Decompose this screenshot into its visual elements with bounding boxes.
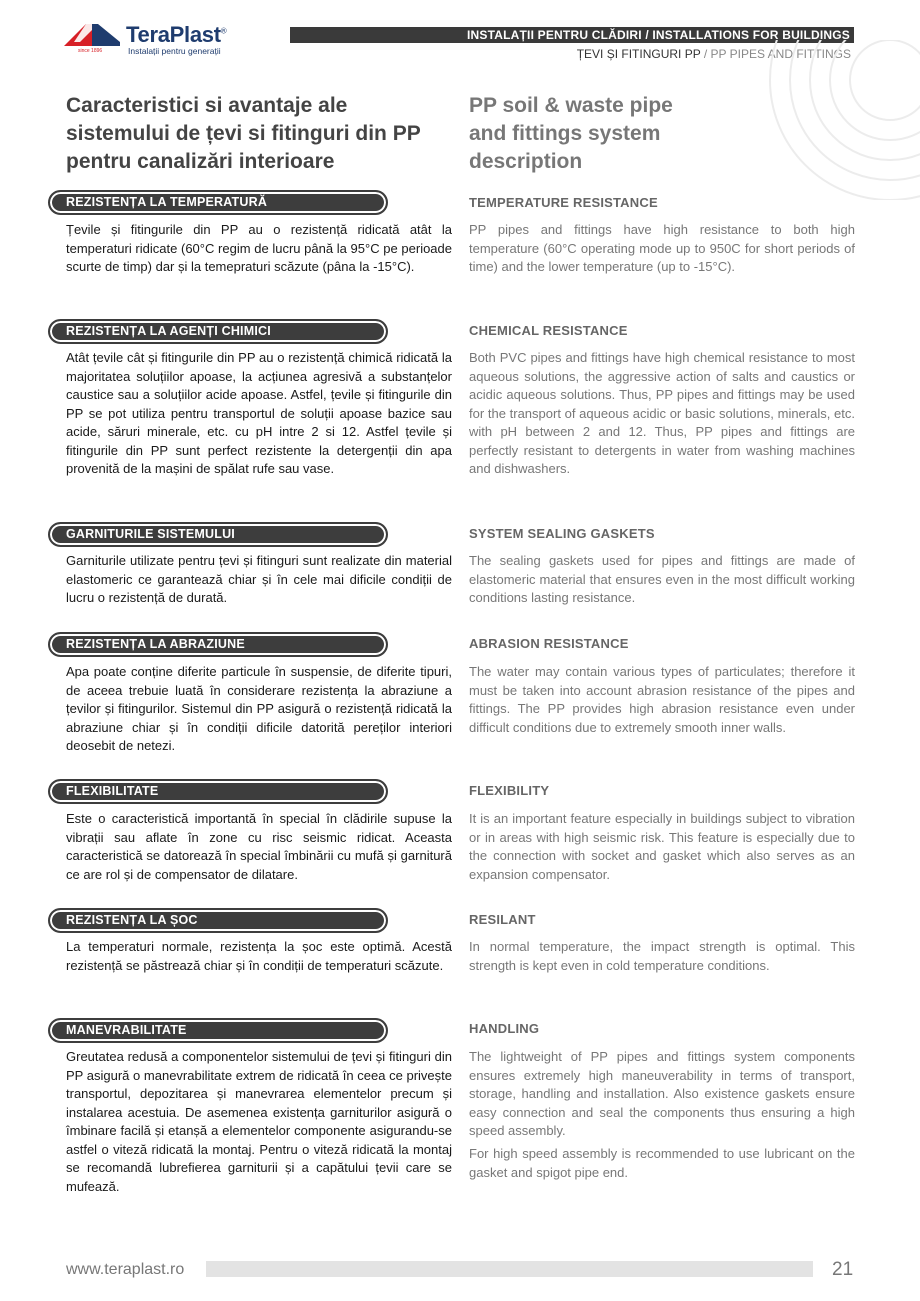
section-heading-ro: REZISTENȚA LA TEMPERATURĂ bbox=[48, 190, 388, 215]
subcategory-ro: ȚEVI ȘI FITINGURI PP bbox=[576, 47, 701, 61]
section-text-en: Both PVC pipes and fittings have high chemical resistance to most aqueous solutions, the aggressive action of salts and caustics or acidic aqueous solutions. Thus, PP pipes and fittings may be used for the transport of aqueous acidic or basic solutions, minerals, etc. with pH between 2 and 12. Thus, PP pipes and fittings are perfectly resistant to detergents in water from washing machines and dishwashers. bbox=[469, 350, 855, 476]
brand-tagline: Instalații pentru generații bbox=[128, 46, 221, 56]
page-title-en: PP soil & waste pipe and fittings system description bbox=[469, 94, 673, 173]
subcategory-separator: / bbox=[700, 47, 711, 61]
category-label: INSTALAȚII PENTRU CLĂDIRI / INSTALLATIONS FOR BUILDINGS bbox=[467, 28, 850, 42]
brand-name: TeraPlast® bbox=[126, 22, 227, 47]
section-text-ro: Greutatea redusă a componentelor sistemului de țevi și fitinguri din PP asigură o manevrabilitate extrem de ridicată în ceea ce privește transportul, depozitarea și manevrarea elementelor precum și instalarea acestuia. De asemenea existența garniturilor asigură o îmbinare facilă și etanșă a elementelor componente asigurandu-se astfel o viteză ridicată la montaj. Pentru o viteză ridicată la montaj se recomandă lubrefierea garniturii și a capătului țevii care se mufează. bbox=[66, 1049, 452, 1194]
section-text-en-extra: For high speed assembly is recommended to use lubricant on the gasket and spigot pipe end. bbox=[469, 1146, 855, 1180]
subcategory-en: PP PIPES AND FITTINGS bbox=[710, 47, 851, 61]
section-text-en: The lightweight of PP pipes and fittings system components ensures extremely high maneuverability in terms of transport, storage, handling and installation. Also existence gaskets ensure easy connection and seal the components thus ensuring a high speed assembly. bbox=[469, 1049, 855, 1138]
section-heading-en: SYSTEM SEALING GASKETS bbox=[469, 526, 655, 541]
section-heading-en: CHEMICAL RESISTANCE bbox=[469, 323, 628, 338]
section-heading-en: TEMPERATURE RESISTANCE bbox=[469, 195, 658, 210]
section-text-en: It is an important feature especially in buildings subject to vibration or in areas with high seismic risk. This feature is especially due to the connection with socket and gasket which also serves as an expansion compensator. bbox=[469, 811, 855, 882]
section-heading-ro: MANEVRABILITATE bbox=[48, 1018, 388, 1043]
section-text-ro: Garniturile utilizate pentru țevi și fitinguri sunt realizate din material elastomeric ce garantează chiar și în cele mai dificile condiții de lucru o rezistență de durată. bbox=[66, 553, 452, 605]
footer-bar bbox=[206, 1261, 813, 1277]
section-text-en: PP pipes and fittings have high resistance to both high temperature (60°C operating mode up to 950C for short periods of time) and the lower temperature (up to -15°C). bbox=[469, 222, 855, 274]
section-heading-ro: REZISTENȚA LA ȘOC bbox=[48, 908, 388, 933]
section-heading-ro: REZISTENȚA LA ABRAZIUNE bbox=[48, 632, 388, 657]
section-text-en: The water may contain various types of particulates; therefore it must be taken into account abrasion resistance of the pipes and fittings. The PP provides high abrasion resistance even under difficult conditions due to extremely smooth inner walls. bbox=[469, 664, 855, 735]
decorative-arcs bbox=[740, 40, 920, 200]
section-heading-ro: GARNITURILE SISTEMULUI bbox=[48, 522, 388, 547]
section-text-ro: La temperaturi normale, rezistența la șoc este optimă. Acestă rezistență se păstrează chiar și în condiții de temperaturi scăzute. bbox=[66, 939, 452, 973]
house-roof-icon bbox=[64, 22, 120, 48]
section-heading-en: HANDLING bbox=[469, 1021, 540, 1036]
since-label: since 1896 bbox=[78, 48, 103, 54]
section-heading-en: ABRASION RESISTANCE bbox=[469, 636, 629, 651]
section-text-ro: Țevile și fitingurile din PP au o rezistență ridicată atât la temperaturi ridicate (60°C regim de lucru până la 95°C pe perioade scurte de timp) dar și la temepraturi scăzute (pâna la -15°C). bbox=[66, 222, 452, 274]
section-text-ro: Este o caracteristică importantă în special în clădirile supuse la vibrații sau aflate în zone cu risc seismic ridicat. Aceasta caracteristică se datorează în special îmbinării cu mufă și garnitură ce are rol și de compensator de dilatare. bbox=[66, 811, 452, 882]
section-heading-en: RESILANT bbox=[469, 912, 536, 927]
section-heading-ro: REZISTENȚA LA AGENȚI CHIMICI bbox=[48, 319, 388, 344]
section-text-en: In normal temperature, the impact strength is optimal. This strength is kept even in cold temperature conditions. bbox=[469, 939, 855, 973]
section-text-ro: Atât țevile cât și fitingurile din PP au o rezistență chimică ridicată la majoritatea soluțiilor apoase, la acțiunea agresivă a substanțelor caustice sau a soluțiilor acide apoase. Astfel, țevile și fitingurile din PP se pot utiliza pentru transportul de soluții apoase bazice sau acide, săruri minerale, etc. cu pH intre 2 si 12. Astfel țevile și fitingurile din PP sunt perfect rezistente la detergenții din apa provenită de la mașini de spălat rufe sau vase. bbox=[66, 350, 452, 476]
website-link[interactable]: www.teraplast.ro bbox=[66, 1261, 185, 1278]
section-text-en: The sealing gaskets used for pipes and fittings are made of elastomeric material that ensures even in the most difficult working conditions lasting resistance. bbox=[469, 553, 855, 605]
section-heading-ro: FLEXIBILITATE bbox=[48, 779, 388, 804]
page-number: 21 bbox=[832, 1259, 854, 1280]
page-title-ro: Caracteristici si avantaje ale sistemului de țevi si fitinguri din PP pentru canalizări interioare bbox=[66, 94, 421, 173]
section-text-ro: Apa poate conține diferite particule în suspensie, de diferite tipuri, de aceea trebuie luată în considerare rezistența la abraziune a țevilor și fitingurilor. Sistemul din PP asigură o rezistență ridicată la abraziune chiar și în condiții dificile datorită pereților interiori deosebit de netezi. bbox=[66, 664, 452, 753]
teraplast-logo bbox=[64, 22, 244, 58]
section-heading-en: FLEXIBILITY bbox=[469, 783, 550, 798]
